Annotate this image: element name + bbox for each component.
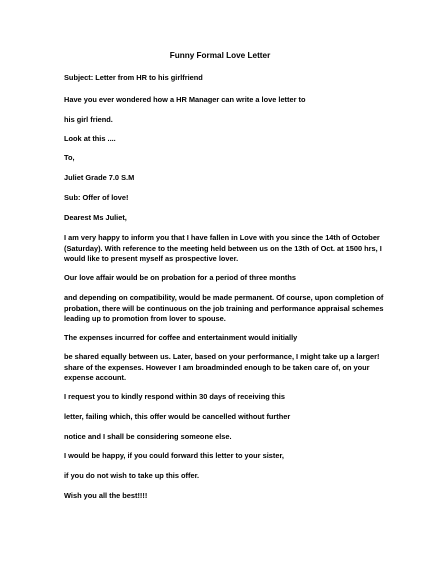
recipient-line: Juliet Grade 7.0 S.M bbox=[64, 173, 135, 182]
to-line: To, bbox=[64, 153, 75, 162]
body-paragraph-10: if you do not wish to take up this offer. bbox=[64, 471, 200, 480]
sub-line: Sub: Offer of love! bbox=[64, 193, 129, 202]
body-paragraph-4: The expenses incurred for coffee and entertainment would initially bbox=[64, 333, 298, 342]
intro-line-continued: his girl friend. bbox=[64, 115, 113, 124]
salutation: Dearest Ms Juliet, bbox=[64, 213, 127, 222]
subject-line: Subject: Letter from HR to his girlfriend bbox=[64, 73, 203, 82]
body-paragraph-6: I request you to kindly respond within 30 days of receiving this bbox=[64, 392, 285, 401]
intro-line: Have you ever wondered how a HR Manager can write a love letter to bbox=[64, 95, 306, 104]
look-line: Look at this .... bbox=[64, 134, 116, 143]
body-paragraph-5: be shared equally between us. Later, based on your performance, I might take up a larger! share of the expenses. However I am broadminded enough to be taken care of, on your expense account. bbox=[64, 352, 380, 383]
body-paragraph-8: notice and I shall be considering someone else. bbox=[64, 432, 232, 441]
closing-line: Wish you all the best!!!! bbox=[64, 491, 148, 500]
body-paragraph-7: letter, failing which, this offer would be cancelled without further bbox=[64, 412, 291, 421]
body-paragraph-9: I would be happy, if you could forward this letter to your sister, bbox=[64, 451, 284, 460]
body-paragraph-1: I am very happy to inform you that I have fallen in Love with you since the 14th of October (Saturday). With reference to the meeting held between us on the 13th of Oct. at 1500 hrs, I would like to present myself as prospective lover. bbox=[64, 233, 382, 264]
body-paragraph-2: Our love affair would be on probation for a period of three months bbox=[64, 273, 296, 282]
letter-title: Funny Formal Love Letter bbox=[169, 51, 271, 60]
body-paragraph-3: and depending on compatibility, would be made permanent. Of course, upon completion of probation, there will be continuous on the job training and performance appraisal schemes leading up to promotion from lover to spouse. bbox=[64, 293, 384, 324]
